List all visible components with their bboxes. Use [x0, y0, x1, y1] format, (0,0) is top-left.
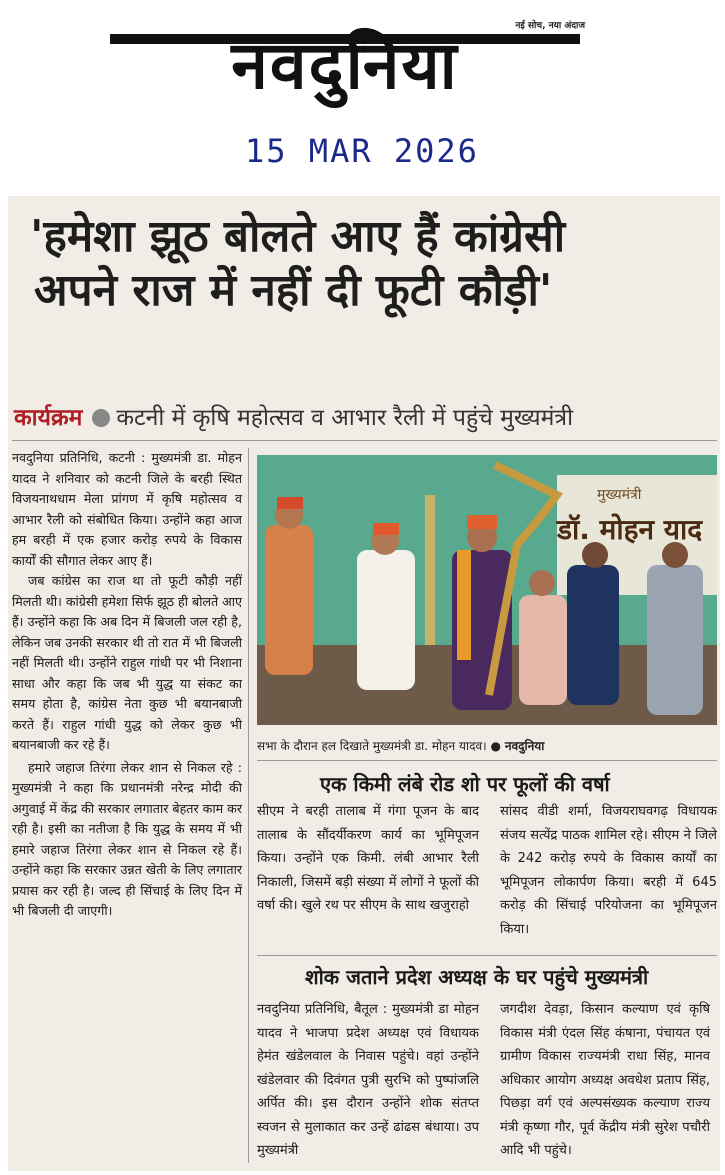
story3-column-1: नवदुनिया प्रतिनिधि, बैतूल : मुख्यमंत्री डा मोहन यादव ने भाजपा प्रदेश अध्यक्ष एवं विधायक हेमंत खंडेलवाल के निवास पहुंचे। वहां उन्होंने खंडेलवार की दिवंगत पुत्री सुरभि को पुष्पांजलि अर्पित की। इस दौरान उन्होंने शोक संतप्त स्वजन से मुलाकात कर उन्हें ढांढस बंधाया। उप मुख्यमंत्री	[257, 1002, 479, 1158]
bullet-icon: ●	[490, 739, 501, 753]
story-paragraph-3: हमारे जहाज तिरंगा लेकर शान से निकल रहे : मुख्यमंत्री ने कहा कि प्रधानमंत्री नरेन्द्र मोदी की अगुवाई में केंद्र की सरकार लगातार बेहतर काम कर रही है। इसी का नतीजा है कि युद्ध के समय में भी हमारे जहाज तिरंगा लेकर शान से निकल रहे हैं। उन्होंने कहा कि सरकार उन्नत खेती के लिए लगातार प्रयास कर रही है। जल्द ही सिंचाई के लिए दिन में भी बिजली दी जाएगी।	[12, 759, 242, 918]
caption-text: सभा के दौरान हल दिखाते मुख्यमंत्री डा. मोहन यादव।	[257, 739, 487, 753]
kicker-tag: कार्यक्रम	[14, 405, 83, 431]
masthead-tagline: नई सोच, नया अंदाज	[515, 21, 585, 31]
masthead	[0, 0, 725, 195]
kicker	[14, 400, 719, 432]
story2-column-1: सीएम ने बरही तालाब में गंगा पूजन के बाद तालाब के सौंदर्यीकरण कार्य का भूमिपूजन किया। उन्होंने एक किमी. लंबी आभार रैली निकाली, जिसमें बड़ी संख्या में लोगों ने फूलों की वर्षा की। खुले रथ पर सीएम के साथ खजुराहो	[257, 804, 479, 913]
story2-heading: एक किमी लंबे रोड शो पर फूलों की वर्षा	[320, 772, 610, 796]
story2-top-rule	[257, 760, 717, 761]
story3-column-2: जगदीश देवड़ा, किसान कल्याण एवं कृषि विकास मंत्री एंदल सिंह कंषाना, पंचायत एवं ग्रामीण विकास राज्यमंत्री राधा सिंह, मानव अधिकार आयोग अध्यक्ष अवधेश प्रताप सिंह, पिछड़ा वर्ग एवं अल्पसंख्यक कल्याण राज्य मंत्री कृष्णा गौर, पूर्व केंद्रीय मंत्री सुरेश पचौरी आदि भी पहुंचे।	[500, 1002, 710, 1158]
kicker-text: कटनी में कृषि महोत्सव व आभार रैली में पहुंचे मुख्यमंत्री	[116, 405, 574, 431]
headline-line-1: 'हमेशा झूठ बोलते आए हैं कांग्रेसी	[30, 211, 566, 262]
banner-top-text: मुख्यमंत्री	[597, 487, 642, 503]
column-divider	[248, 448, 249, 1163]
news-photo	[257, 455, 717, 725]
rally-photo-illustration	[257, 455, 717, 725]
headline-line-2: अपने राज में नहीं दी फूटी कौड़ी'	[34, 265, 553, 316]
caption-source: नवदुनिया	[504, 739, 545, 753]
newspaper-logo: नवदुनिया	[231, 27, 459, 104]
story3-top-rule	[257, 955, 717, 956]
story2-column-2: सांसद वीडी शर्मा, विजयराघवगढ़ विधायक संजय सत्येंद्र पाठक शामिल रहे। सीएम ने जिले के 242 करोड़ रुपये के विकास कार्यों का भूमिपूजन लोकार्पण किया। बरही में 645 करोड़ की सिंचाई परियोजना का भूमिपूजन किया।	[500, 804, 717, 937]
banner-name-text: डॉ. मोहन याद	[557, 513, 703, 546]
left-column-story	[12, 448, 242, 922]
main-headline	[30, 210, 720, 318]
bullet-icon	[92, 409, 110, 427]
story3-heading: शोक जताने प्रदेश अध्यक्ष के घर पहुंचे मुख्यमंत्री	[305, 965, 649, 989]
photo-caption	[257, 737, 717, 754]
kicker-divider	[12, 440, 717, 441]
clipping-date: 15 MAR 2026	[245, 132, 479, 170]
story-paragraph-2: जब कांग्रेस का राज था तो फूटी कौड़ी नहीं मिलती थी। कांग्रेसी हमेशा सिर्फ झूठ ही बोलते आए हैं। उन्होंने कहा कि अब दिन में बिजली जल रही है, लेकिन जब उनकी सरकार थी तो रात में भी बिजली नहीं मिलती थी। उन्होंने राहुल गांधी पर भी निशाना साधा और कहा कि जब भी युद्ध या संकट का समय होता है, कांग्रेस नेता कुछ भी बयानबाजी करते हैं। राहुल गांधी युद्ध को लेकर कुछ भी बयानबाजी कर रहे हैं।	[12, 573, 243, 752]
story-paragraph-1: नवदुनिया प्रतिनिधि, कटनी : मुख्यमंत्री डा. मोहन यादव ने शनिवार को कटनी जिले के बरही स्थित विजयनाथधाम मेला प्रांगण में कृषि महोत्सव व आभार रैली को संबोधित किया। उन्होंने कहा आज हम बरही में एक हजार करोड़ रुपये के विकास कार्यों की सौगात लेकर आए हैं।	[12, 450, 242, 568]
